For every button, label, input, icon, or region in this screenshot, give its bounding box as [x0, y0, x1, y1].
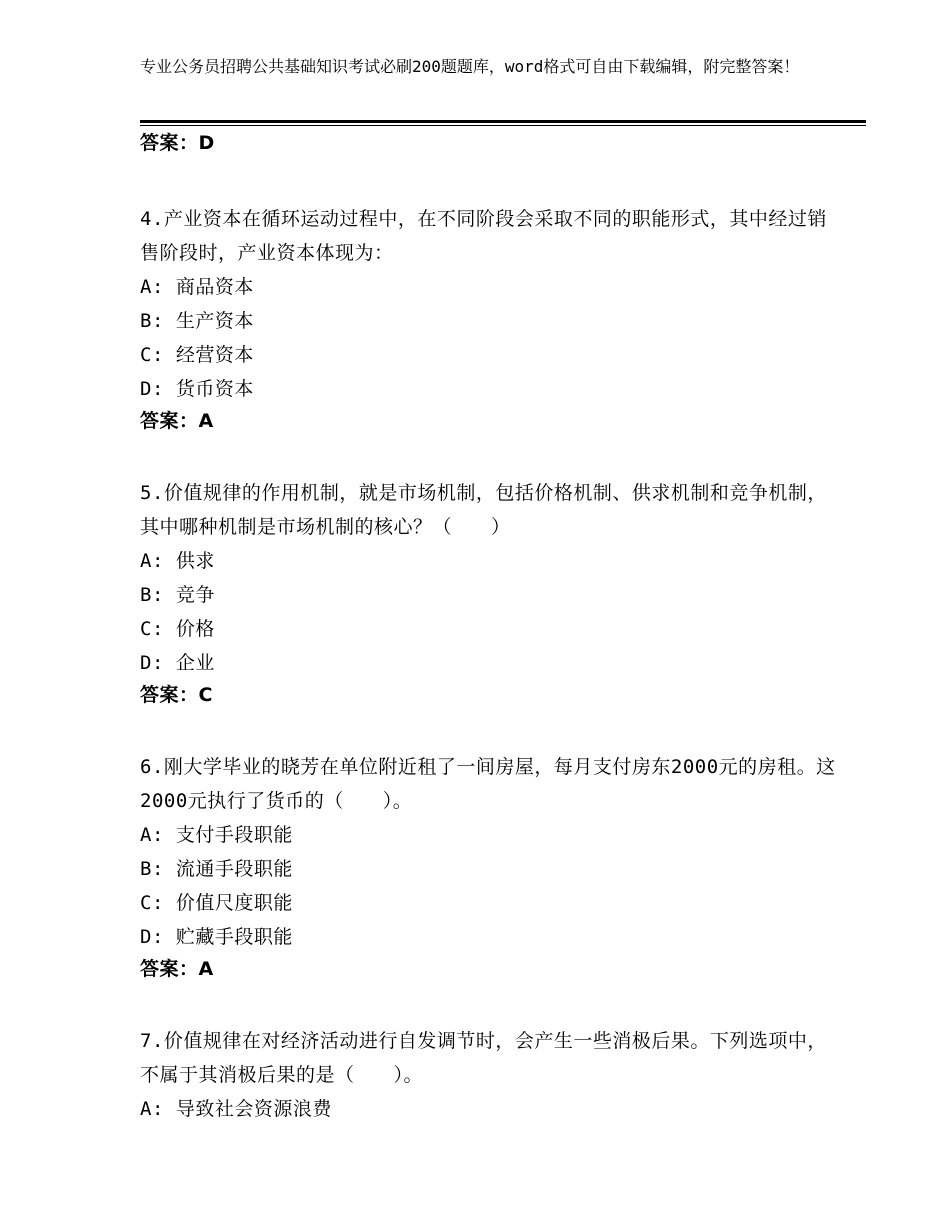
question-6	[140, 750, 840, 988]
option-a: A: 商品资本	[140, 276, 254, 298]
option-d: D: 贮藏手段职能	[140, 926, 293, 948]
previous-answer: 答案：D	[140, 132, 215, 154]
option-a: A: 导致社会资源浪费	[140, 1098, 332, 1120]
question-list	[140, 128, 840, 1126]
question-stem: 7.价值规律在对经济活动进行自发调节时，会产生一些消极后果。下列选项中，不属于其消极后果的是（ ）。	[140, 1030, 827, 1086]
option-b: B: 生产资本	[140, 310, 254, 332]
option-c: C: 经营资本	[140, 344, 254, 366]
option-c: C: 价值尺度职能	[140, 892, 293, 914]
question-5	[140, 476, 840, 714]
option-a: A: 供求	[140, 550, 215, 572]
page-header	[140, 56, 820, 78]
answer: 答案：A	[140, 410, 214, 432]
question-7	[140, 1024, 840, 1126]
option-c: C: 价格	[140, 618, 215, 640]
header-divider	[140, 120, 866, 126]
question-stem: 5.价值规律的作用机制，就是市场机制，包括价格机制、供求机制和竞争机制，其中哪种机制是市场机制的核心？（ ）	[140, 482, 827, 538]
question-stem: 4.产业资本在循环运动过程中，在不同阶段会采取不同的职能形式，其中经过销售阶段时，产业资本体现为：	[140, 208, 827, 264]
header-title: 专业公务员招聘公共基础知识考试必刷200题题库，word格式可自由下载编辑，附完整答案！	[140, 57, 800, 76]
answer: 答案：C	[140, 684, 213, 706]
option-d: D: 企业	[140, 652, 215, 674]
option-b: B: 竞争	[140, 584, 215, 606]
option-a: A: 支付手段职能	[140, 824, 293, 846]
option-d: D: 货币资本	[140, 378, 254, 400]
option-b: B: 流通手段职能	[140, 858, 293, 880]
question-4	[140, 202, 840, 440]
answer: 答案：A	[140, 958, 214, 980]
question-stem: 6.刚大学毕业的晓芳在单位附近租了一间房屋，每月支付房东2000元的房租。这2000元执行了货币的（ ）。	[140, 756, 836, 812]
